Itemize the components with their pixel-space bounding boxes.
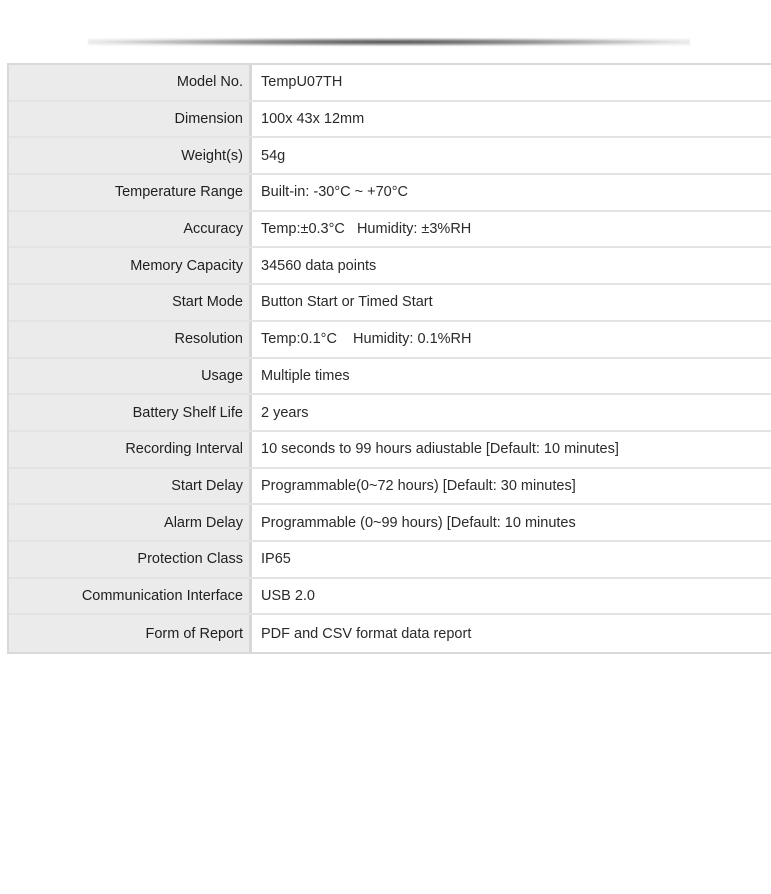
spec-label: Resolution (9, 322, 252, 357)
spec-label: Model No. (9, 65, 252, 100)
spec-value: Temp:±0.3°C Humidity: ±3%RH (261, 221, 472, 238)
table-row (9, 212, 771, 249)
spec-label: Weight(s) (9, 138, 252, 173)
table-row (9, 615, 771, 652)
spec-value: 2 years (261, 404, 309, 421)
spec-value: Button Start or Timed Start (261, 294, 433, 311)
decorative-shadow-divider (88, 38, 690, 46)
spec-value: USB 2.0 (261, 587, 315, 604)
spec-value: PDF and CSV format data report (261, 625, 472, 642)
table-row (9, 248, 771, 285)
spec-value: Programmable(0~72 hours) [Default: 30 minutes] (261, 477, 576, 494)
table-row (9, 469, 771, 506)
table-row (9, 395, 771, 432)
spec-label: Accuracy (9, 212, 252, 247)
spec-label: Dimension (9, 102, 252, 137)
spec-value: TempU07TH (261, 74, 343, 91)
table-row (9, 285, 771, 322)
spec-label: Communication Interface (9, 579, 252, 614)
spec-label: Start Mode (9, 285, 252, 320)
spec-value: 54g (261, 147, 286, 164)
spec-value: Temp:0.1°C Humidity: 0.1%RH (261, 331, 472, 348)
spec-value: IP65 (261, 551, 291, 568)
spec-value: Programmable (0~99 hours) [Default: 10 minutes (261, 514, 576, 531)
table-row (9, 175, 771, 212)
spec-label: Protection Class (9, 542, 252, 577)
table-row (9, 579, 771, 616)
spec-label: Battery Shelf Life (9, 395, 252, 430)
spec-value: 10 seconds to 99 hours adiustable [Default: 10 minutes] (261, 441, 619, 458)
spec-value: 34560 data points (261, 257, 377, 274)
spec-value: 100x 43x 12mm (261, 111, 365, 128)
table-row (9, 65, 771, 102)
table-row (9, 505, 771, 542)
spec-label: Memory Capacity (9, 248, 252, 283)
spec-label: Temperature Range (9, 175, 252, 210)
spec-label: Recording Interval (9, 432, 252, 467)
table-row (9, 138, 771, 175)
table-row (9, 102, 771, 139)
table-row (9, 432, 771, 469)
spec-value: Built-in: -30°C ~ +70°C (261, 184, 408, 201)
spec-label: Form of Report (9, 615, 252, 652)
table-row (9, 359, 771, 396)
table-row (9, 542, 771, 579)
table-row (9, 322, 771, 359)
spec-label: Usage (9, 359, 252, 394)
spec-label: Alarm Delay (9, 505, 252, 540)
spec-label: Start Delay (9, 469, 252, 504)
spec-value: Multiple times (261, 367, 350, 384)
specification-table (7, 63, 771, 654)
